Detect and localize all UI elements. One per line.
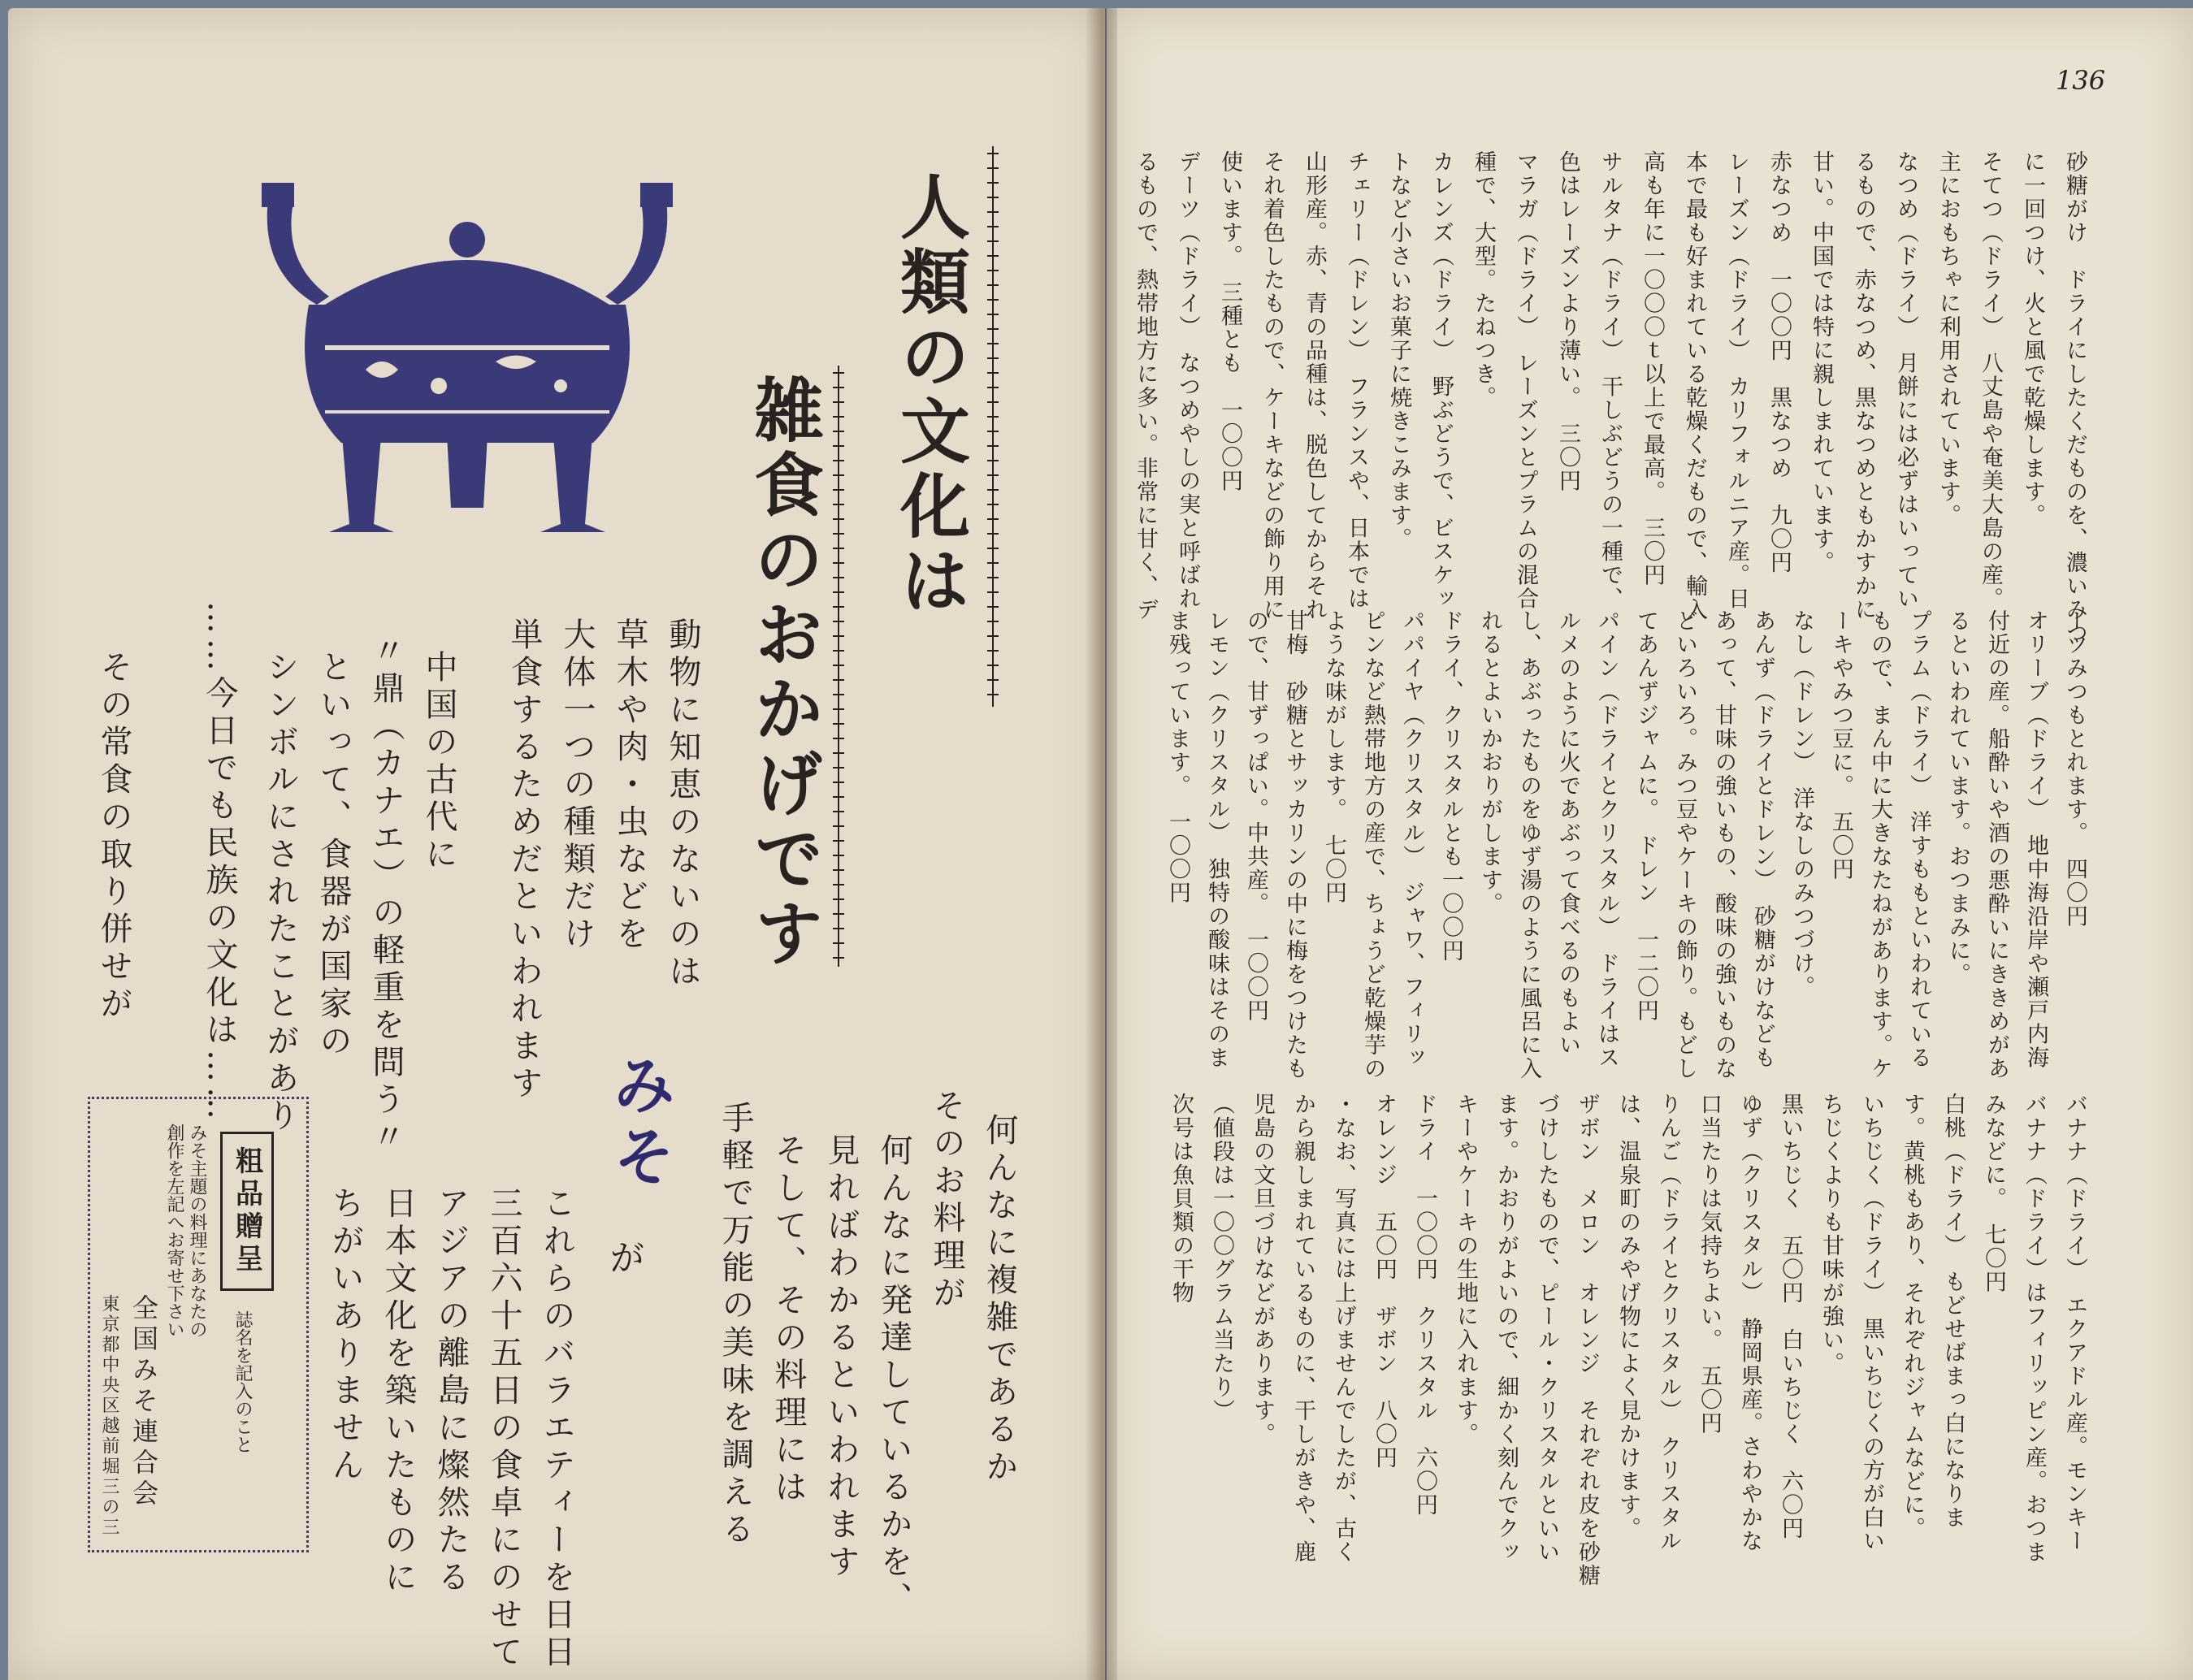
text-line: ので、甘ずっぱい。中共産。 一〇〇円	[1243, 609, 1268, 1023]
text-line: その常食の取り併せが	[95, 650, 132, 1024]
text-line: ちがいありません	[327, 1186, 364, 1485]
logo-ga: が	[603, 1239, 644, 1279]
ancient-vessel-illustration	[252, 183, 683, 540]
text-line: 中国の古代に	[420, 650, 457, 874]
text-line: なつめ（ドライ） 月餅には必ずはいってい	[1893, 150, 1918, 611]
text-line: レーズン（ドライ） カリフォルニア産。日	[1724, 150, 1749, 611]
text-line: プラム（ドライ） 洋すももといわれている	[1906, 609, 1931, 1070]
text-line: キーやケーキの生地に入れます。	[1453, 1093, 1478, 1446]
gift-address: 東京都中央区越前堀三の三	[99, 1294, 119, 1538]
text-line: ま残っています。 一〇〇円	[1165, 609, 1190, 905]
page-number: 136	[2056, 65, 2106, 96]
text-line: ちじくよりも甘味が強い。	[1818, 1093, 1844, 1375]
text-line: それ着色したもので、ケーキなどの飾り用に	[1259, 150, 1285, 621]
text-line: どいろいろ。みつ豆やケーキの飾り。もどし	[1672, 609, 1697, 1080]
gift-org: 全国みそ連合会	[128, 1294, 159, 1510]
text-line: るといわれています。おつまみに。	[1945, 609, 1970, 986]
text-line: 動物に知恵のないのは	[664, 617, 701, 991]
text-line: ーキやみつ豆に。 五〇円	[1828, 609, 1853, 881]
text-line: そして、その料理には	[769, 1133, 807, 1507]
text-line: みなどに。 七〇円	[1981, 1093, 2006, 1294]
text-line: 赤なつめ 一〇〇円 黒なつめ 九〇円	[1766, 150, 1792, 574]
text-line: バナナ（ドライ） エクアドル産。モンキー	[2062, 1093, 2087, 1553]
text-line: 草木や肉・虫などを	[611, 617, 648, 954]
text-line: ような味がします。 七〇円	[1321, 609, 1346, 905]
text-line: 使います。 三種とも 一〇〇円	[1217, 150, 1242, 493]
text-line: そのお料理が	[928, 1089, 965, 1313]
text-line: に一回つけ、火と風で乾燥します。	[2020, 150, 2045, 527]
text-line: サルタナ（ドライ） 干しぶどうの一種で、	[1597, 150, 1623, 611]
text-line: ・なお、写真には上げませんでしたが、古く	[1331, 1093, 1356, 1564]
text-line: ……今日でも民族の文化は……	[201, 601, 238, 1124]
text-line: ピンなど熱帯地方の産で、ちょうど乾燥芋の	[1360, 609, 1385, 1080]
text-line: 何んなに複雑であるか	[981, 1113, 1018, 1487]
text-line: パパイヤ（クリスタル） ジャワ、フィリッ	[1399, 609, 1424, 1070]
text-line: 甘い。中国では特に親しまれています。	[1809, 150, 1834, 574]
text-line: といって、食器が国家の	[314, 650, 352, 1061]
text-line: カレンズ（ドライ） 野ぶどうで、ビスケッ	[1428, 150, 1454, 611]
text-line: 三百六十五日の食卓にのせて	[485, 1186, 522, 1672]
text-line: バナナ（ドライ）はフィリッピン産。おつま	[2022, 1093, 2047, 1564]
miso-logo: みそ	[602, 1052, 675, 1195]
text-line: もので、まん中に大きなたねがあります。ケ	[1867, 609, 1892, 1080]
text-line: 本で最も好まれている乾燥くだもので、輸入	[1682, 150, 1707, 621]
text-line: 砂糖がけ ドライにしたくだものを、濃いみつ	[2062, 150, 2087, 645]
text-line: れるとよいかおりがします。	[1477, 609, 1502, 916]
text-line: づけしたもので、ピール・クリスタルといい	[1534, 1093, 1559, 1564]
text-line: あって、甘味の強いもの、酸味の強いものな	[1711, 609, 1736, 1080]
text-line: 手軽で万能の美味を調える	[717, 1101, 754, 1549]
text-line: 口当たりは気持ちよい。 五〇円	[1697, 1093, 1722, 1435]
text-line: から親しまれているものに、干しがきや、鹿	[1290, 1093, 1315, 1564]
text-line: そてつ（ドライ） 八丈島や奄美大島の産。	[1978, 150, 2003, 611]
text-line: なし（ドレン） 洋なしのみつづけ。	[1789, 609, 1814, 999]
text-line: るもので、熱帯地方に多い。非常に甘く、デ	[1133, 150, 1158, 621]
text-line: トなど小さいお菓子に焼きこみます。	[1386, 150, 1411, 551]
text-line: 何んなに発達しているかを、	[875, 1133, 912, 1619]
title-line-2: 雑食のおかげです	[742, 374, 824, 972]
text-line: るもので、赤なつめ、黒なつめともかすかに	[1851, 150, 1876, 621]
book-gutter	[1085, 8, 1117, 1680]
gift-line: 創作を左記へお寄せ下さい	[164, 1124, 184, 1338]
text-line: 日本文化を築いたものに	[379, 1186, 417, 1597]
text-line: す。黄桃もあり、それぞれジャムなどに。	[1900, 1093, 1925, 1540]
text-line: オレンジ 五〇円 ザボン 八〇円	[1372, 1093, 1397, 1470]
title-line-1: 人類の文化は	[888, 171, 970, 619]
text-line: 付近の産。船酔いや酒の悪酔いにききめがあ	[1984, 609, 2009, 1080]
text-line: 児島の文旦づけなどがあります。	[1250, 1093, 1275, 1446]
text-line: これらのバラエティーを日日	[538, 1186, 575, 1672]
text-line: （値段は一〇〇グラム当たり）	[1209, 1093, 1234, 1422]
text-line: 種で、大型。たねつき。	[1471, 150, 1496, 409]
text-line: 高も年に一〇〇〇ｔ以上で最高。 三〇円	[1640, 150, 1665, 587]
text-line: ます。かおりがよいので、細かく刻んでクッ	[1493, 1093, 1519, 1564]
text-line: 次号は魚貝類の干物	[1168, 1093, 1194, 1305]
text-line: ーツみつもとれます。 四〇円	[2062, 609, 2087, 929]
text-line: ドライ、クリスタルとも一〇〇円	[1438, 609, 1463, 963]
text-line: ゆず（クリスタル） 静岡県産。さわやかな	[1737, 1093, 1762, 1553]
text-line: レモン（クリスタル） 独特の酸味はそのま	[1204, 609, 1229, 1070]
text-line: ドライ 一〇〇円 クリスタル 六〇円	[1412, 1093, 1437, 1517]
text-line: シンボルにされたことがあり	[262, 650, 299, 1136]
text-line: オリーブ（ドライ） 地中海沿岸や瀬戸内海	[2023, 609, 2048, 1070]
text-line: チェリー（ドレン） フランスや、日本では	[1344, 150, 1369, 611]
text-line: は、温泉町のみやげ物によく見かけます。	[1615, 1093, 1640, 1540]
text-line: あんず（ドライとドレン） 砂糖がけなども	[1750, 609, 1775, 1070]
text-line: 主におもちゃに利用されています。	[1935, 150, 1961, 527]
text-line: 〃鼎（カナエ）の軽重を問う〃	[367, 634, 405, 1157]
text-line: いちじく（ドライ） 黒いちじくの方が白い	[1859, 1093, 1884, 1553]
text-line: 甘梅 砂糖とサッカリンの中に梅をつけたも	[1282, 609, 1307, 1080]
text-line: 色はレーズンより薄い。 三〇円	[1555, 150, 1580, 493]
text-line: 白桃（ドライ） もどせばまっ白になりま	[1940, 1093, 1965, 1530]
text-line: りんご（ドライとクリスタル） クリスタル	[1656, 1093, 1681, 1553]
text-line: ザボン メロン オレンジ それぞれ皮を砂糖	[1575, 1093, 1600, 1587]
text-line: 黒いちじく 五〇円 白いちじく 六〇円	[1778, 1093, 1803, 1540]
gift-line: 誌名を記入のこと	[232, 1310, 253, 1453]
text-line: 単食するためだといわれます	[505, 617, 543, 1103]
text-line: マラガ（ドライ） レーズンとプラムの混合	[1513, 150, 1538, 611]
text-line: 大体一つの種類だけ	[558, 617, 596, 954]
gift-offer-box	[88, 1097, 309, 1552]
text-line: し、あぶったものをゆず湯のように風呂に入	[1516, 609, 1541, 1080]
text-line: 山形産。赤、青の品種は、脱色してからそれ	[1302, 150, 1327, 621]
text-line: アジアの離島に燦然たる	[432, 1186, 470, 1597]
title-border-left	[833, 366, 844, 967]
title-border-right	[987, 146, 999, 707]
text-line: パイン（ドライとクリスタル） ドライはス	[1594, 609, 1619, 1070]
text-line: デーツ（ドライ） なつめやしの実と呼ばれ	[1175, 150, 1200, 611]
text-line: 見ればわかるといわれます	[822, 1133, 860, 1582]
gift-line: みそ主題の料理にあなたの	[187, 1124, 207, 1338]
text-line: ルメのように火であぶって食べるのもよい	[1555, 609, 1580, 1057]
text-line: てあんずジャムに。 ドレン 一二〇円	[1633, 609, 1658, 1023]
gift-title: 粗品贈呈	[220, 1132, 274, 1291]
